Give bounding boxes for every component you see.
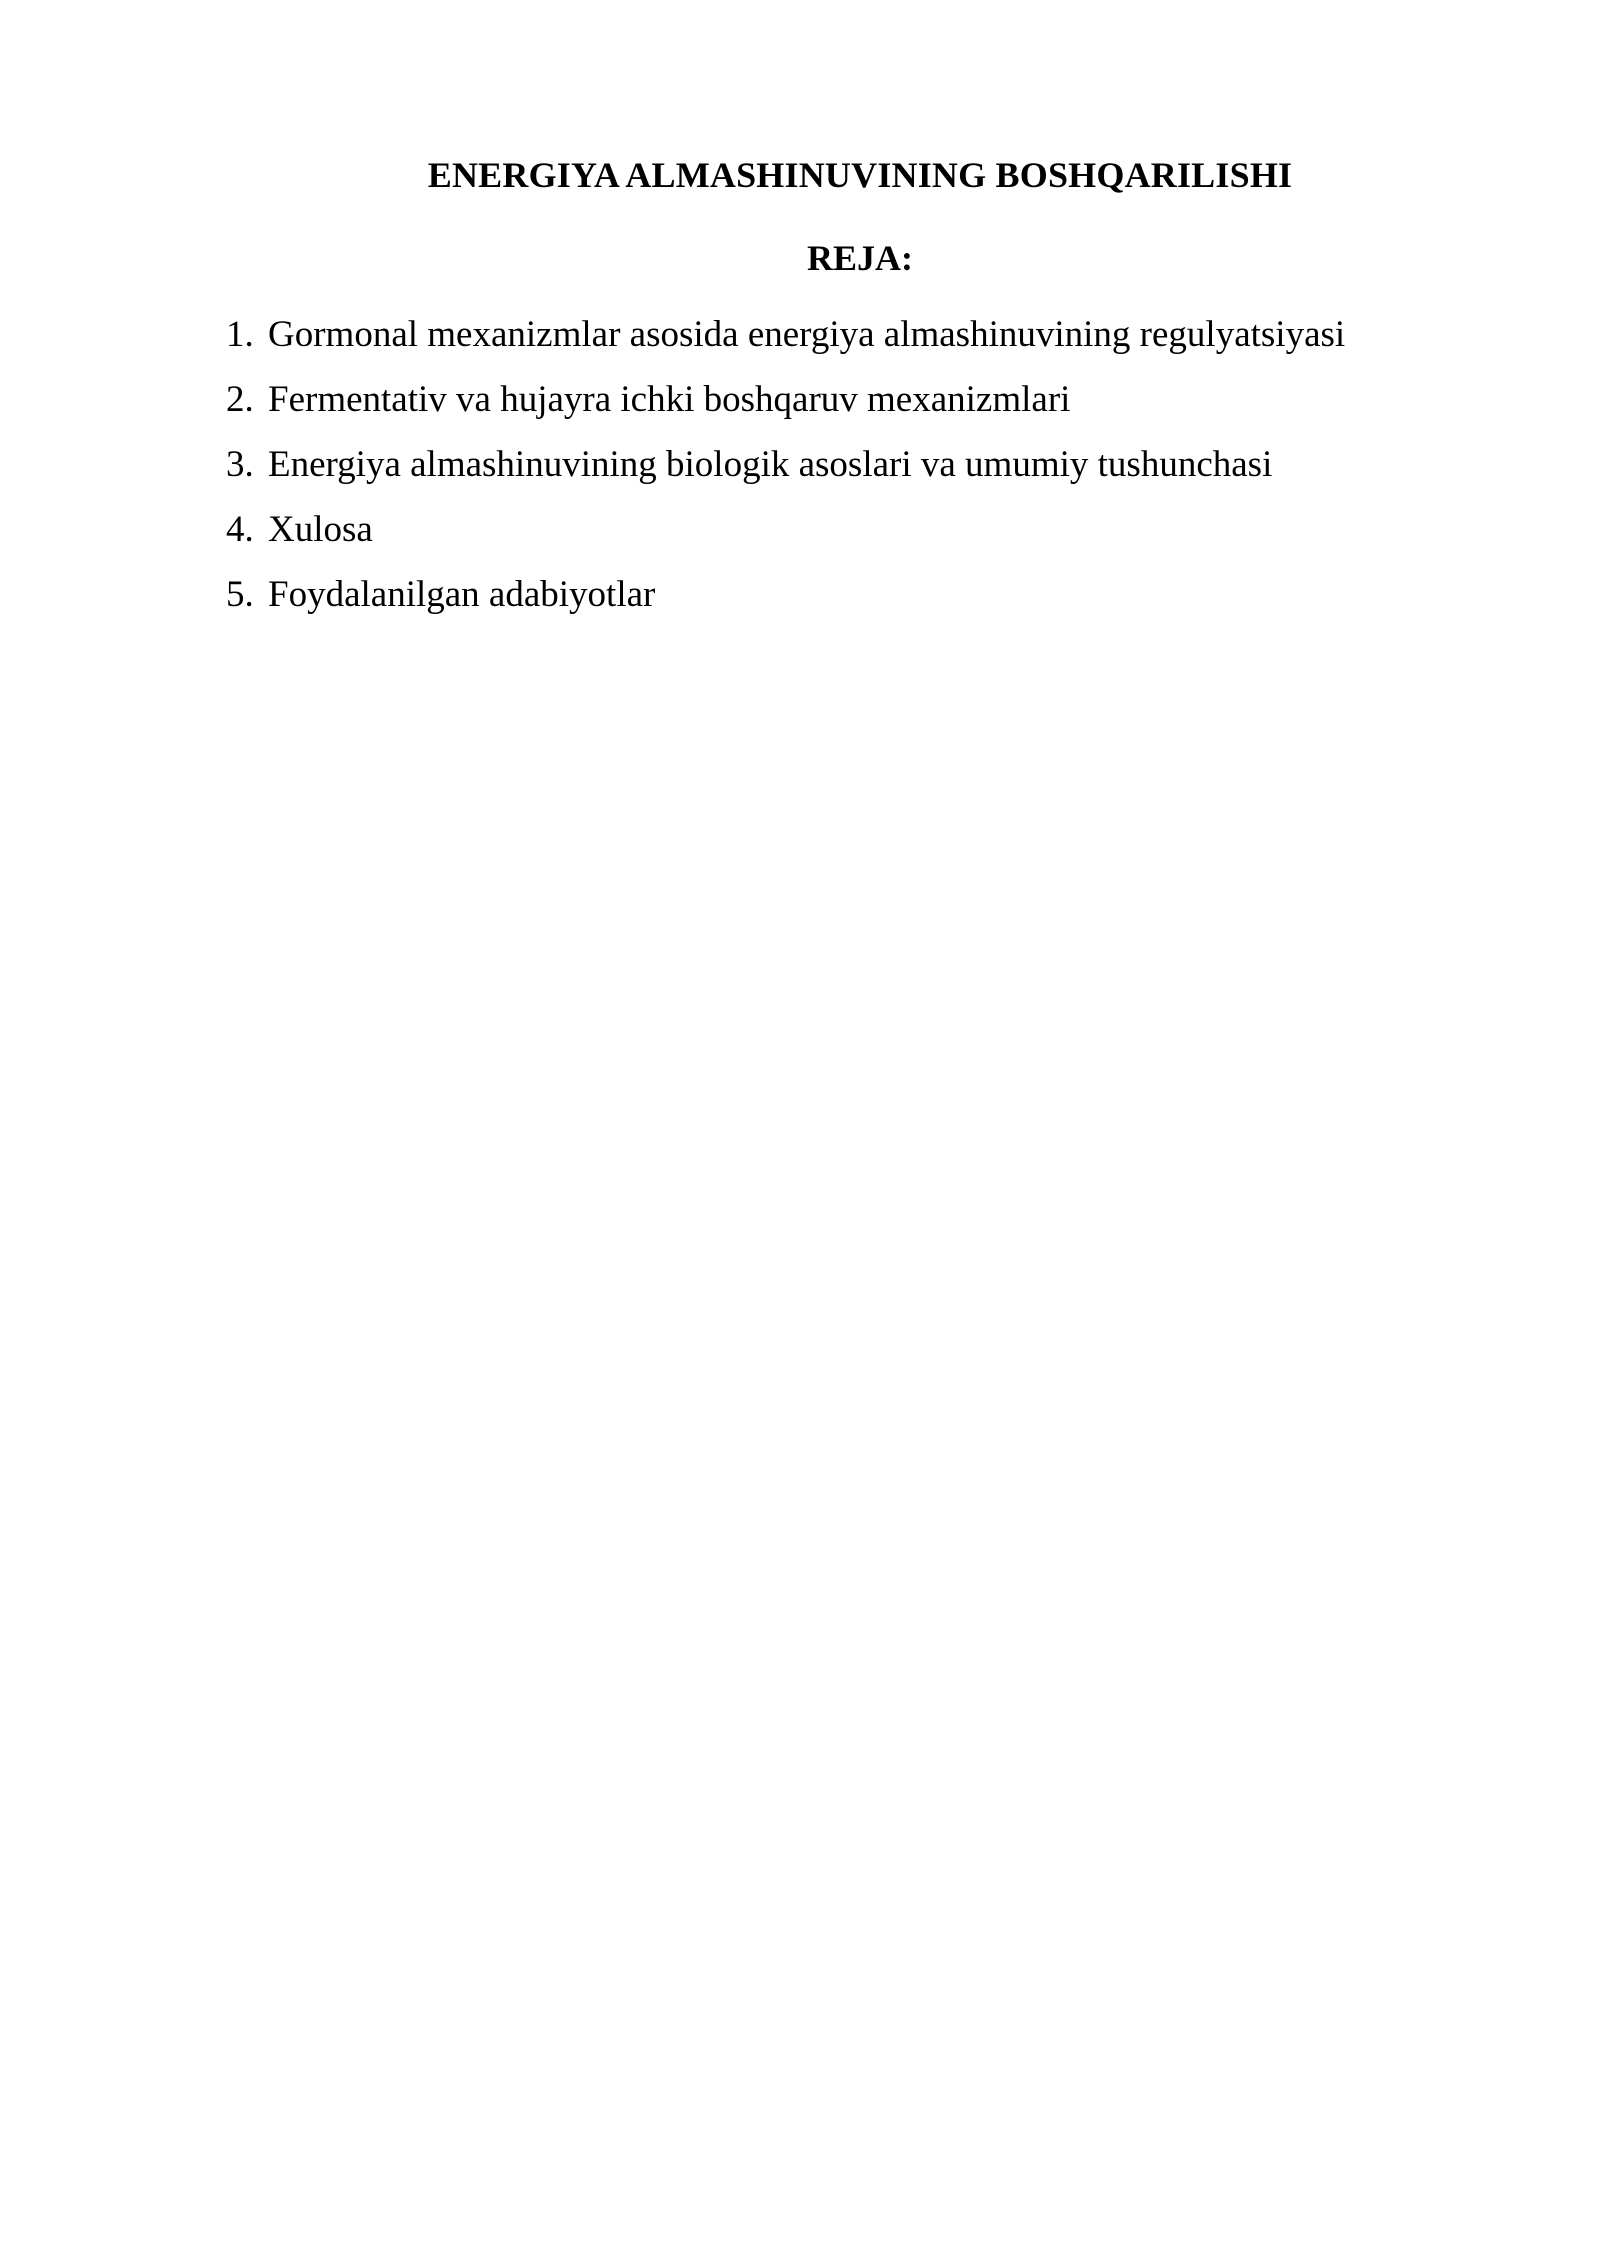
plan-item-number: 4. [226,509,254,550]
plan-item-text: Foydalanilgan adabiyotlar [268,574,656,615]
plan-item-text: Fermentativ va hujayra ichki boshqaruv mexanizmlari [268,379,1071,420]
plan-item-number: 2. [226,379,254,420]
plan-item [226,377,1345,423]
plan-item-text: Gormonal mexanizmlar asosida energiya almashinuvining regulyatsiyasi [268,314,1346,355]
plan-item-number: 5. [226,574,254,615]
plan-item [226,572,1345,618]
plan-item-text: Energiya almashinuvining biologik asoslari va umumiy tushunchasi [268,444,1273,485]
plan-item-number: 3. [226,444,254,485]
document-title: ENERGIYA ALMASHINUVINING BOSHQARILISHI [427,155,1293,195]
plan-item [226,507,1345,553]
plan-item-number: 1. [226,314,254,355]
plan-heading: REJA: [807,238,913,278]
plan-item [226,312,1345,358]
plan-list [226,312,1345,637]
plan-item [226,442,1345,488]
plan-item-text: Xulosa [268,509,373,550]
